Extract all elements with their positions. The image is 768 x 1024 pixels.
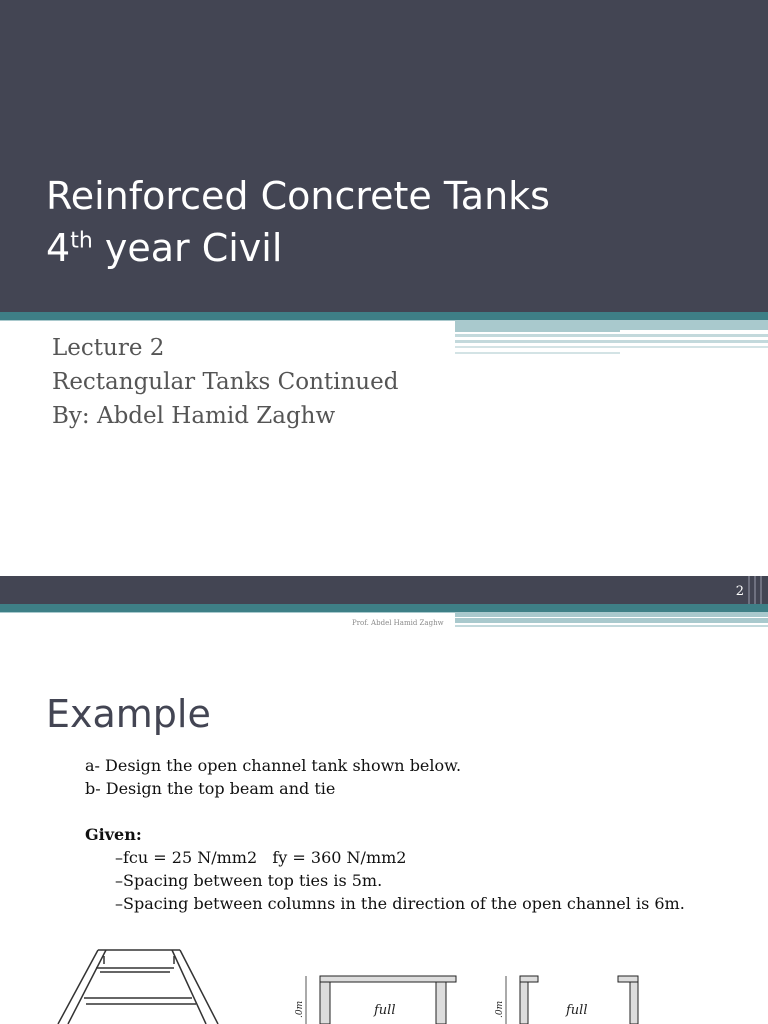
bullet-dash: – [115,894,123,913]
title-superscript: th [70,228,93,254]
title-line-2: 4th year Civil [46,226,283,270]
thin-line-white [620,330,768,332]
given-item: –Spacing between columns in the direction of the open channel is 6m. [115,894,685,913]
full-label: full [374,1003,396,1018]
thin-line [455,334,768,337]
example-slide [0,576,768,1024]
given-label: Given: [85,825,142,844]
tank-section-figure-2 [490,972,650,1024]
top-right-vertical-lines [760,576,762,604]
tank-isometric-figure [46,928,236,1024]
given-item: –fcu = 25 N/mm2 fy = 360 N/mm2 [115,848,407,867]
thin-line [455,625,768,627]
white-cut [0,613,455,618]
accent-stripe-right [455,618,768,623]
thin-line [455,346,768,348]
slide-top-band [0,576,768,604]
bullet-dash: – [115,871,123,890]
subtitle-line-lecture: Lecture 2 [52,335,165,361]
dimension-label: .0m [495,1000,505,1018]
task-b: b- Design the top beam and tie [85,779,336,798]
subtitle-line-topic: Rectangular Tanks Continued [52,369,399,395]
tank-section-figure-1 [290,972,460,1024]
top-right-vertical-lines [754,576,756,604]
thin-line [455,352,620,354]
footer-author: Prof. Abdel Hamid Zaghw [352,619,444,627]
thin-line [455,340,768,343]
white-cut [0,321,455,327]
slide-title [46,170,550,274]
slide-heading: Example [46,692,211,736]
subtitle-line-author: By: Abdel Hamid Zaghw [52,403,336,429]
full-label: full [566,1003,588,1018]
task-a: a- Design the open channel tank shown below. [85,756,462,775]
accent-stripe [0,604,768,612]
given-item: –Spacing between top ties is 5m. [115,871,383,890]
dimension-label: .0m [295,1000,305,1018]
accent-stripe [0,312,768,320]
slide-subtitle [52,331,398,433]
page-number: 2 [735,584,744,599]
bullet-dash: – [115,848,123,867]
title-line-1: Reinforced Concrete Tanks [46,174,550,218]
top-right-vertical-lines [748,576,750,604]
slide-body [85,754,685,915]
